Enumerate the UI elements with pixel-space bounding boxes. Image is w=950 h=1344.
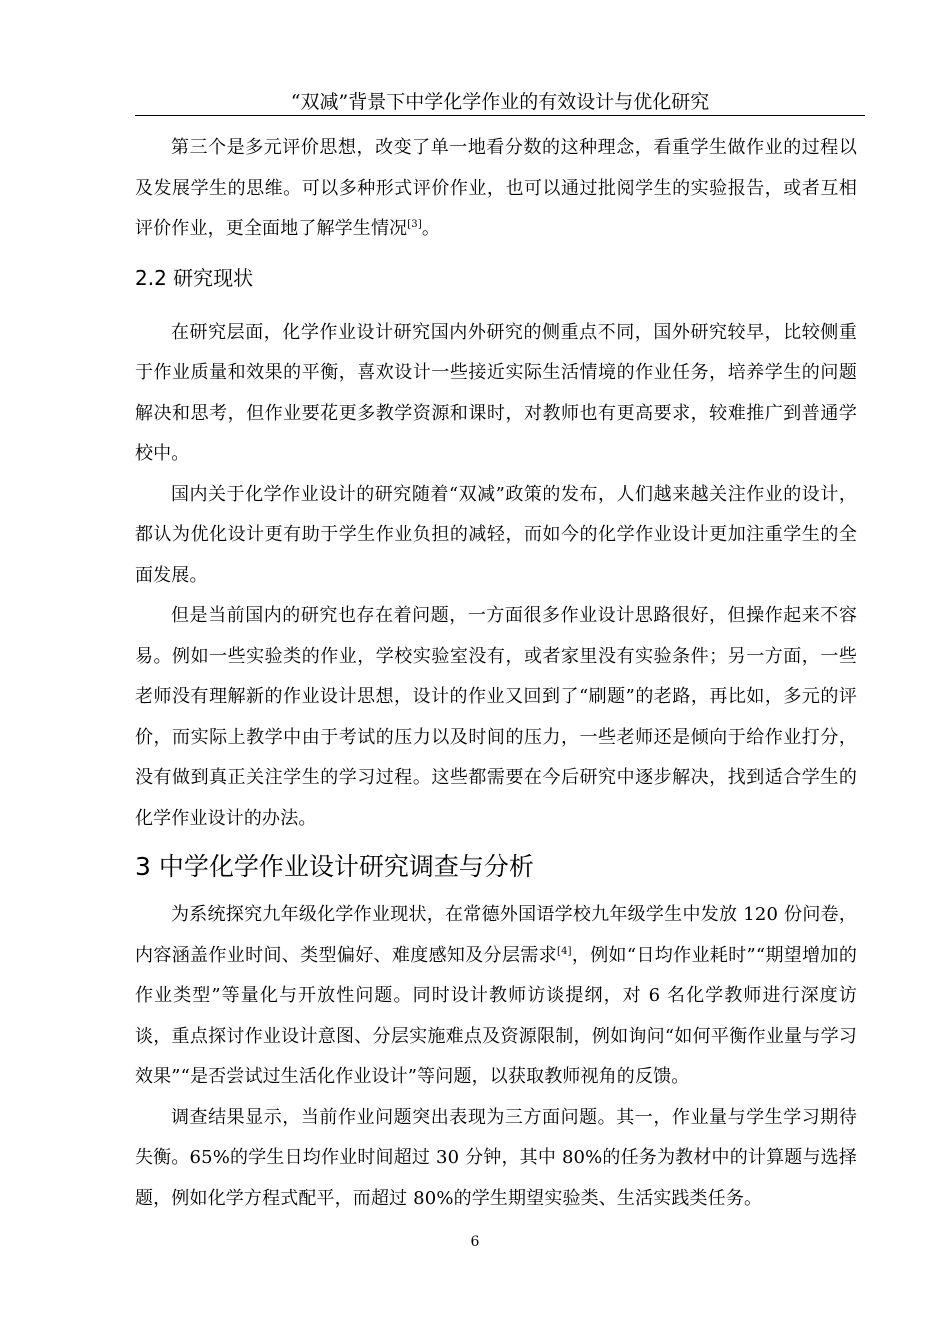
running-header: “双减”背景下中学化学作业的有效设计与优化研究 (290, 91, 710, 113)
paragraph-survey-results: 调查结果显示，当前作业问题突出表现为三方面问题。其一，作业量与学生学习期待失衡。65%的学生日均作业时间超过 30 分钟，其中 80%的任务为教材中的计算题与选择题，例如化学方程式配平，而超过 80%的学生期望实验类、生活实践类任务。 (135, 1106, 857, 1209)
chapter-heading-3: 3 中学化学作业设计研究调查与分析 (135, 852, 534, 881)
paragraph-tail: ，例如“日均作业耗时”“期望增加的作业类型”等量化与开放性问题。同时设计教师访谈提纲，对 6 名化学教师进行深度访谈，重点探讨作业设计意图、分层实施难点及资源限制，例如询问“如何平衡作业量与学习效果”“是否尝试过生活化作业设计”等问题，以获取教师视角的反馈。 (135, 944, 857, 1087)
citation-ref[interactable]: [3] (407, 219, 422, 230)
page-number: 6 (470, 1234, 480, 1250)
paragraph-domestic-research: 国内关于化学作业设计的研究随着“双减”政策的发布，人们越来越关注作业的设计，都认为优化设计更有助于学生作业负担的减轻，而如今的化学作业设计更加注重学生的全面发展。 (135, 483, 857, 586)
paragraph-text: 第三个是多元评价思想，改变了单一地看分数的这种理念，看重学生做作业的过程以及发展学生的思维。可以多种形式评价作业，也可以通过批阅学生的实验报告，或者互相评价作业，更全面地了解学生情况 (135, 137, 857, 239)
page-body (135, 128, 857, 1219)
paragraph-tail: 。 (421, 218, 441, 239)
header-rule (135, 115, 865, 116)
paragraph-text: 为系统探究九年级化学作业现状，在常德外国语学校九年级学生中发放 120 份问卷，内容涵盖作业时间、类型偏好、难度感知及分层需求 (135, 904, 857, 966)
section-heading-2-2: 2.2 研究现状 (135, 265, 254, 290)
paragraph-survey-method (135, 895, 857, 1098)
citation-ref[interactable]: [4] (557, 945, 572, 957)
paragraph-research-level: 在研究层面，化学作业设计研究国内外研究的侧重点不同，国外研究较早，比较侧重于作业质量和效果的平衡，喜欢设计一些接近实际生活情境的作业任务，培养学生的问题解决和思考，但作业要花更多教学资源和课时，对教师也有更高要求，较难推广到普通学校中。 (135, 321, 857, 464)
paragraph-problems: 但是当前国内的研究也存在着问题，一方面很多作业设计思路很好，但操作起来不容易。例如一些实验类的作业，学校实验室没有，或者家里没有实验条件；另一方面，一些老师没有理解新的作业设计思想，设计的作业又回到了“刷题”的老路，再比如，多元的评价，而实际上教学中由于考试的压力以及时间的压力，一些老师还是倾向于给作业打分，没有做到真正关注学生的学习过程。这些都需要在今后研究中逐步解决，找到适合学生的化学作业设计的办法。 (135, 605, 857, 829)
paragraph-evaluation (135, 128, 857, 250)
